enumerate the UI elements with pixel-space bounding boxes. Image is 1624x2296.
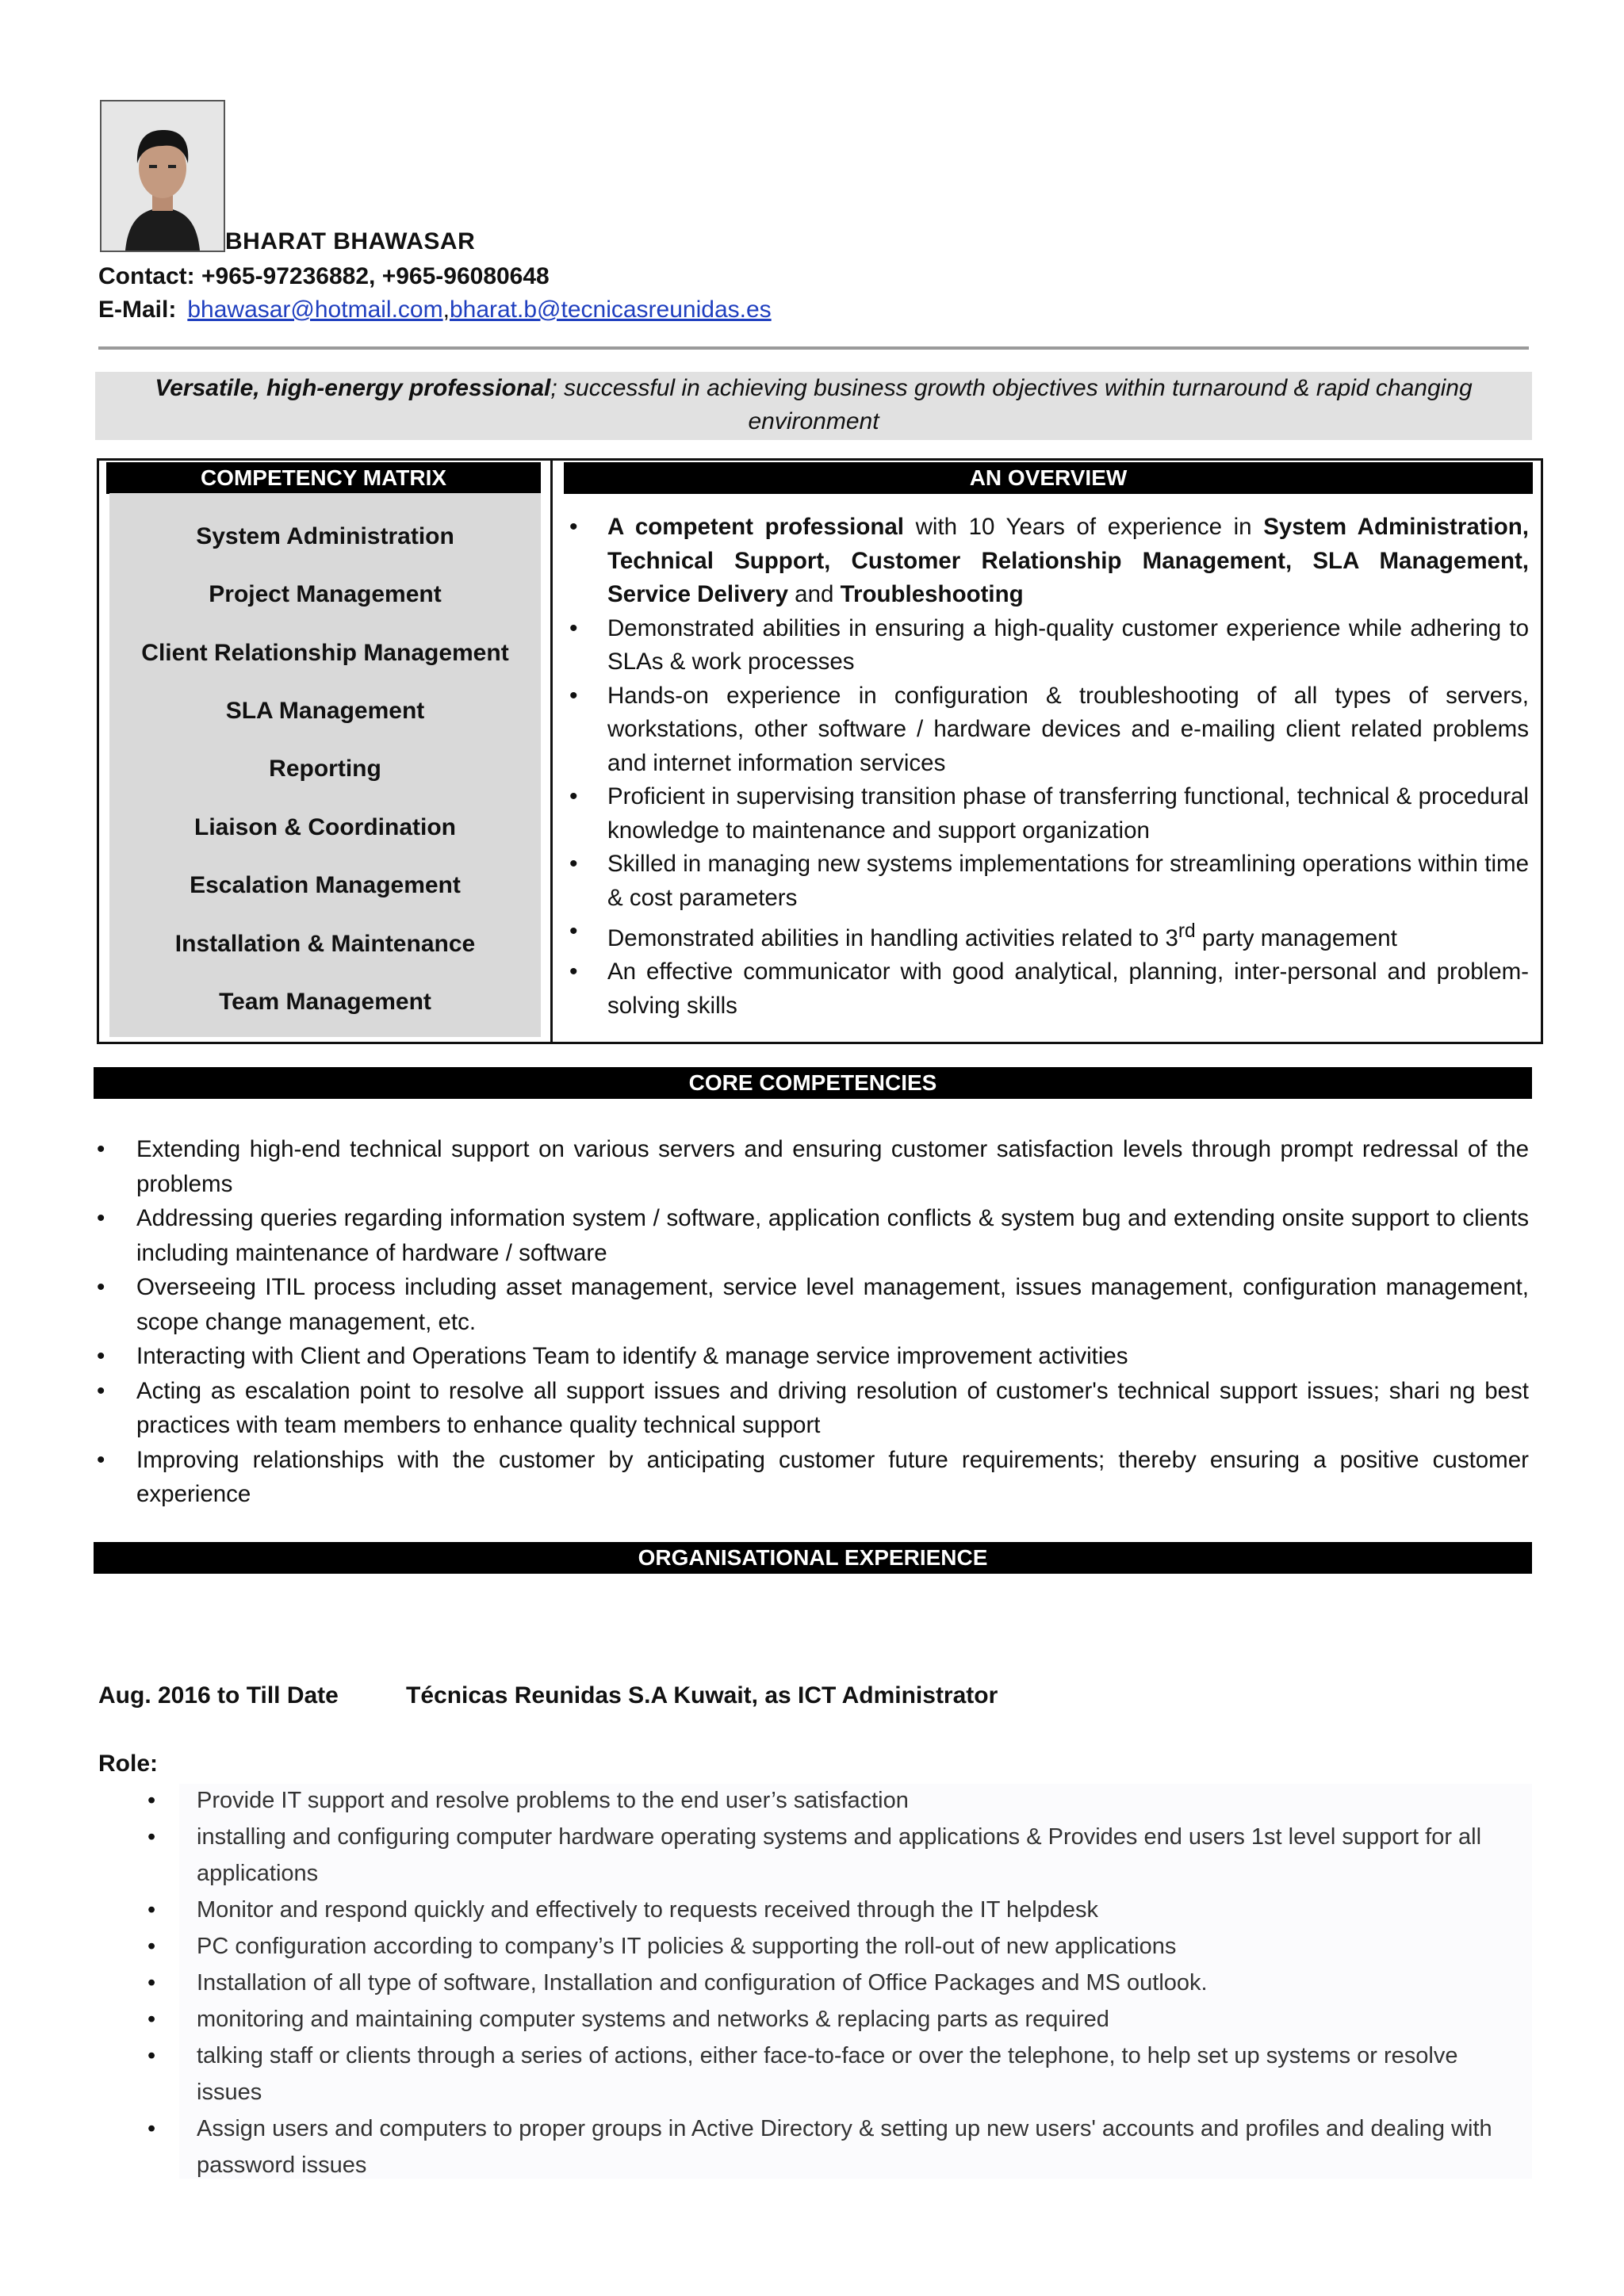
core-item: • Interacting with Client and Operations Team to identify & manage service improvement activities: [94, 1339, 1529, 1374]
role-item: • Monitor and respond quickly and effectively to requests received through the IT helpdesk: [147, 1892, 1529, 1928]
competency-item: Project Management: [209, 581, 442, 607]
core-item: • Addressing queries regarding information system / software, application conflicts & system bug and extending onsite support to clients including maintenance of hardware / software: [94, 1201, 1529, 1270]
competency-item: Team Management: [219, 989, 431, 1015]
overview-item: • Proficient in supervising transition phase of transferring functional, technical & procedural knowledge to maintenance and support organization: [565, 780, 1529, 848]
role-item: • monitoring and maintaining computer systems and networks & replacing parts as required: [147, 2001, 1529, 2038]
role-item: • talking staff or clients through a series of actions, either face-to-face or over the telephone, to help set up systems or resolve issues: [147, 2038, 1529, 2110]
tagline-bold: Versatile, high-energy professional: [155, 375, 551, 401]
overview-item: • An effective communicator with good analytical, planning, inter-personal and problem-solving skills: [565, 955, 1529, 1023]
overview-text: with 10 Years of experience in: [903, 514, 1264, 540]
competency-item: SLA Management: [225, 698, 425, 724]
competency-item: Installation & Maintenance: [174, 931, 476, 957]
email-link-hotmail[interactable]: bhawasar@hotmail.com: [187, 297, 443, 323]
core-item: • Improving relationships with the customer by anticipating customer future requirements; thereby ensuring a positive customer experience: [94, 1443, 1529, 1512]
core-item: • Overseeing ITIL process including asset management, service level management, issues management, configuration management, scope change management, etc.: [94, 1270, 1529, 1339]
job-date: Aug. 2016 to Till Date: [98, 1682, 339, 1709]
overview-item: • Skilled in managing new systems implementations for streamlining operations within time & cost parameters: [565, 848, 1529, 915]
overview-item: [565, 511, 1529, 612]
email-line: [98, 297, 772, 323]
overview-bold: Troubleshooting: [840, 581, 1024, 607]
competency-item: Client Relationship Management: [141, 640, 509, 666]
role-list: [147, 1782, 1529, 2183]
email-link-tecnicas[interactable]: bharat.b@tecnicasreunidas.es: [449, 297, 772, 323]
competency-matrix-list: [109, 493, 541, 1037]
overview-text: Demonstrated abilities in handling activities related to 3: [607, 924, 1178, 951]
person-photo-icon: [102, 101, 224, 251]
overview-bold: System Administration, Technical Support, Customer Relationship Management, SLA Management, Service Delivery: [607, 514, 1529, 607]
ordinal-suffix: rd: [1178, 920, 1196, 942]
competency-matrix-heading: COMPETENCY MATRIX: [106, 462, 541, 494]
role-label: Role:: [98, 1751, 158, 1777]
overview-text: party management: [1195, 924, 1397, 951]
column-separator: [550, 458, 553, 1044]
role-item: • Installation of all type of software, Installation and configuration of Office Packages and MS outlook.: [147, 1965, 1529, 2001]
organisational-experience-heading: ORGANISATIONAL EXPERIENCE: [94, 1542, 1532, 1574]
email-separator: ,: [442, 297, 450, 323]
header-divider: [98, 346, 1529, 350]
role-item: • installing and configuring computer hardware operating systems and applications & Provides end users 1st level support for all applications: [147, 1819, 1529, 1892]
overview-bold: A competent professional: [607, 514, 904, 540]
role-item: • PC configuration according to company’s IT policies & supporting the roll-out of new applications: [147, 1928, 1529, 1965]
overview-heading: AN OVERVIEW: [564, 462, 1533, 494]
profile-photo: [100, 100, 225, 252]
core-competencies-list: [94, 1132, 1529, 1512]
core-item: • Extending high-end technical support on various servers and ensuring customer satisfaction levels through prompt redressal of the problems: [94, 1132, 1529, 1201]
candidate-name: BHARAT BHAWASAR: [225, 228, 476, 254]
contact-phone: Contact: +965-97236882, +965-96080648: [98, 263, 550, 289]
overview-list: [565, 511, 1529, 1023]
core-competencies-heading: CORE COMPETENCIES: [94, 1067, 1532, 1099]
competency-item: Reporting: [269, 756, 381, 782]
job-title: Técnicas Reunidas S.A Kuwait, as ICT Administrator: [406, 1682, 998, 1709]
overview-item: • Hands-on experience in configuration & troubleshooting of all types of servers, workstations, other software / hardware devices and e-mailing client related problems and internet information services: [565, 679, 1529, 781]
overview-item: [565, 915, 1529, 955]
overview-item: • Demonstrated abilities in ensuring a high-quality customer experience while adhering to SLAs & work processes: [565, 612, 1529, 679]
overview-text: and: [787, 581, 841, 607]
tagline-text: ; successful in achieving business growth objectives within turnaround & rapid changing environment: [550, 375, 1473, 434]
role-item: • Provide IT support and resolve problems to the end user’s satisfaction: [147, 1782, 1529, 1819]
competency-item: Escalation Management: [190, 872, 461, 898]
role-item: • Assign users and computers to proper groups in Active Directory & setting up new users' accounts and profiles and dealing with password issues: [147, 2110, 1529, 2183]
core-item: • Acting as escalation point to resolve all support issues and driving resolution of customer's technical support issues; shari ng best practices with team members to enhance quality technical support: [94, 1374, 1529, 1443]
competency-item: System Administration: [196, 523, 454, 549]
tagline: [95, 372, 1532, 440]
email-label: E-Mail:: [98, 297, 177, 323]
competency-item: Liaison & Coordination: [194, 814, 456, 840]
